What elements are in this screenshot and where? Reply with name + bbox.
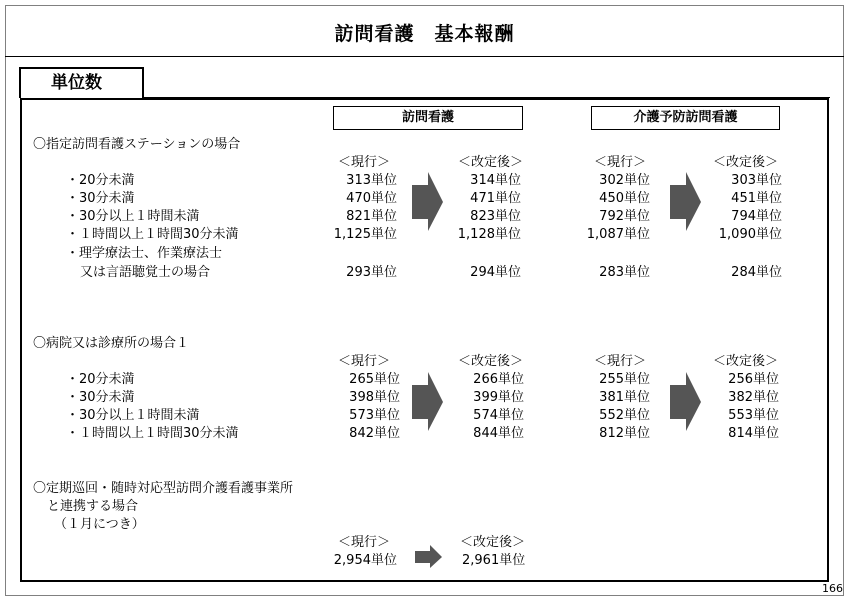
- value-cell: 293単位: [346, 265, 397, 280]
- value-cell: 294単位: [470, 265, 521, 280]
- value-cell: 821単位: [346, 209, 397, 224]
- arrow-right-icon: [670, 372, 702, 432]
- label-revised: ＜改定後＞: [713, 354, 779, 369]
- value-cell: 266単位: [473, 372, 524, 387]
- row-label-cont: 又は言語聴覚士の場合: [80, 265, 211, 280]
- value-cell: 381単位: [599, 390, 650, 405]
- arrow-right-icon: [670, 172, 702, 232]
- value-cell: 574単位: [473, 408, 524, 423]
- value-cell: 573単位: [349, 408, 400, 423]
- title-bar: [5, 5, 844, 57]
- value-cell: 553単位: [728, 408, 779, 423]
- arrow-right-icon: [415, 545, 443, 569]
- value-cell: 470単位: [346, 191, 397, 206]
- label-revised: ＜改定後＞: [458, 155, 524, 170]
- column-header-prevention: 介護予防訪問看護: [591, 106, 780, 130]
- value-cell: 1,125単位: [333, 227, 397, 242]
- section2-heading: 〇病院又は診療所の場合１: [33, 336, 190, 351]
- row-label: ・理学療法士、作業療法士: [66, 246, 223, 261]
- value-cell: 284単位: [731, 265, 782, 280]
- unit-tab: 単位数: [19, 67, 144, 98]
- value-cell: 814単位: [728, 426, 779, 441]
- row-label: ・20分未満: [66, 372, 135, 387]
- value-cell: 792単位: [599, 209, 650, 224]
- label-current: ＜現行＞: [594, 155, 647, 170]
- value-cell: 812単位: [599, 426, 650, 441]
- value-cell: 794単位: [731, 209, 782, 224]
- row-label: ・30分未満: [66, 191, 135, 206]
- section3-heading-cont: と連携する場合: [47, 499, 139, 514]
- value-cell: 844単位: [473, 426, 524, 441]
- label-revised: ＜改定後＞: [458, 354, 524, 369]
- value-cell: 303単位: [731, 173, 782, 188]
- label-current: ＜現行＞: [338, 535, 391, 550]
- value-cell: 302単位: [599, 173, 650, 188]
- value-cell: 398単位: [349, 390, 400, 405]
- label-revised: ＜改定後＞: [713, 155, 779, 170]
- row-label: ・30分未満: [66, 390, 135, 405]
- arrow-right-icon: [412, 172, 444, 232]
- page-number: 166: [822, 582, 843, 595]
- value-cell: 451単位: [731, 191, 782, 206]
- value-cell: 552単位: [599, 408, 650, 423]
- value-cell: 450単位: [599, 191, 650, 206]
- value-cell: 2,961単位: [462, 553, 526, 568]
- row-label: ・１時間以上１時間30分未満: [66, 426, 239, 441]
- value-cell: 314単位: [470, 173, 521, 188]
- section3-heading: 〇定期巡回・随時対応型訪問介護看護事業所: [33, 481, 294, 496]
- value-cell: 1,128単位: [457, 227, 521, 242]
- label-current: ＜現行＞: [338, 155, 391, 170]
- column-header-home-visit: 訪問看護: [333, 106, 523, 130]
- row-label: ・30分以上１時間未満: [66, 408, 200, 423]
- value-cell: 1,090単位: [718, 227, 782, 242]
- value-cell: 382単位: [728, 390, 779, 405]
- row-label: ・30分以上１時間未満: [66, 209, 200, 224]
- label-current: ＜現行＞: [594, 354, 647, 369]
- page-title: 訪問看護 基本報酬: [334, 23, 515, 45]
- label-current: ＜現行＞: [338, 354, 391, 369]
- value-cell: 399単位: [473, 390, 524, 405]
- value-cell: 471単位: [470, 191, 521, 206]
- value-cell: 842単位: [349, 426, 400, 441]
- row-label: ・20分未満: [66, 173, 135, 188]
- section1-heading: 〇指定訪問看護ステーションの場合: [33, 137, 241, 152]
- value-cell: 1,087単位: [586, 227, 650, 242]
- value-cell: 2,954単位: [333, 553, 397, 568]
- value-cell: 255単位: [599, 372, 650, 387]
- arrow-right-icon: [412, 372, 444, 432]
- section3-note: （１月につき）: [54, 517, 145, 532]
- value-cell: 313単位: [346, 173, 397, 188]
- value-cell: 256単位: [728, 372, 779, 387]
- label-revised: ＜改定後＞: [460, 535, 526, 550]
- value-cell: 283単位: [599, 265, 650, 280]
- value-cell: 823単位: [470, 209, 521, 224]
- row-label: ・１時間以上１時間30分未満: [66, 227, 239, 242]
- value-cell: 265単位: [349, 372, 400, 387]
